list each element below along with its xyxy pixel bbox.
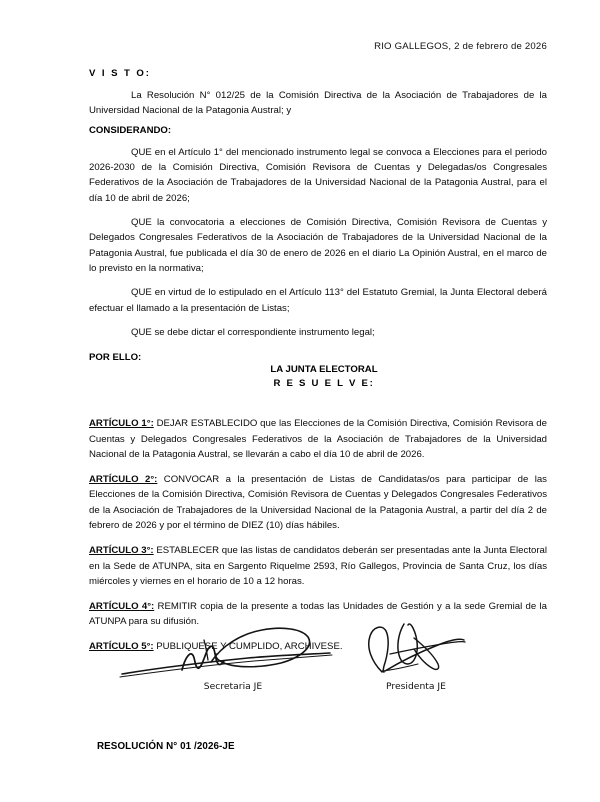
resuelve-line: R E S U E L V E:	[273, 378, 375, 390]
article-4-label: ARTÍCULO 4°:	[89, 600, 155, 612]
article-3-label: ARTÍCULO 3°:	[89, 545, 154, 556]
considerando-paragraph-1: QUE en el Artículo 1° del mencionado instrumento legal se convoca a Elecciones para el periodo 2026-2030 de la Comisión Directiva, Comisión Revisora de Cuentas y Delegadas/os Congresales Federativos de la Asociación de Trabajadores de la Universidad Nacional de la Patagonia Austral, para el día 10 de abril de 2026;	[89, 146, 547, 204]
handwritten-signature-icon	[352, 614, 480, 680]
header-date-line: RIO GALLEGOS, 2 de febrero de 2026	[374, 41, 547, 52]
article-2-text: CONVOCAR a la presentación de Listas de Candidatas/os para participar de las Elecciones de la Comisión Directiva, Comisión Revisora de Cuentas y Delegados Congresales Federativos de la Asociación de Trabajadores de la Universidad Nacional de la Patagonia Austral, a partir del día 2 de febrero de 2026 y por el término de DIEZ (10) días hábiles.	[89, 473, 547, 532]
article-1	[89, 416, 547, 463]
resuelve-block	[101, 363, 547, 391]
signature-block-secretaria	[118, 618, 348, 692]
signature-caption-secretaria: Secretaria JE	[203, 681, 263, 692]
authority-line: LA JUNTA ELECTORAL	[270, 364, 378, 376]
article-4-text: REMITIR copia de la presente a todas las Unidades de Gestión y a la sede Gremial de la ATUNPA para su difusión.	[89, 600, 547, 628]
considerando-heading: CONSIDERANDO:	[89, 124, 172, 136]
visto-heading: V I S T O:	[89, 68, 151, 79]
signature-area	[0, 618, 600, 708]
article-3	[89, 543, 547, 590]
article-5-text: PUBLIQUESE Y CUMPLIDO, ARCHIVESE.	[153, 640, 343, 652]
signature-block-presidenta	[352, 614, 480, 692]
article-5-label: ARTÍCULO 5°:	[89, 640, 154, 652]
considerando-paragraph-2: QUE la convocatoria a elecciones de Comisión Directiva, Comisión Revisora de Cuentas y Delegados Congresales Federativos de la Asociación de Trabajadores de la Universidad Nacional de la Patagonia Austral, fue publicada el día 30 de enero de 2026 en el diario La Opinión Austral, en el marco de lo previsto en la normativa;	[89, 217, 547, 275]
signature-caption-presidenta: Presidenta JE	[386, 681, 446, 692]
handwritten-signature-icon	[118, 618, 348, 680]
considerando-paragraph-3: QUE en virtud de lo estipulado en el Artículo 113° del Estatuto Gremial, la Junta Electoral deberá efectuar el llamado a la presentación de Listas;	[89, 287, 547, 314]
por-ello-heading: POR ELLO:	[89, 352, 142, 364]
considerando-paragraph-4: QUE se debe dictar el correspondiente instrumento legal;	[131, 327, 375, 339]
article-2	[89, 472, 547, 534]
article-1-text: DEJAR ESTABLECIDO que las Elecciones de la Comisión Directiva, Comisión Revisora de Cuentas y Delegados Congresales Federativos de la Asociación de Trabajadores de la Universidad Nacional de la Patagonia Austral, se llevarán a cabo el día 10 de abril de 2026.	[89, 418, 547, 461]
footer-resolution-number: RESOLUCIÓN N° 01 /2026-JE	[97, 741, 235, 752]
visto-paragraph: La Resolución N° 012/25 de la Comisión Directiva de la Asociación de Trabajadores de la Universidad Nacional de la Patagonia Austral; y	[89, 90, 547, 117]
article-3-text: ESTABLECER que las listas de candidatos deberán ser presentadas ante la Junta Electoral en la Sede de ATUNPA, sita en Sargento Riquelme 2593, Río Gallegos, Provincia de Santa Cruz, los días miércoles y viernes en el horario de 10 a 12 horas.	[89, 545, 547, 588]
article-1-label: ARTÍCULO 1°:	[89, 418, 154, 430]
article-2-label: ARTÍCULO 2°:	[89, 473, 158, 485]
document-body	[89, 0, 547, 654]
